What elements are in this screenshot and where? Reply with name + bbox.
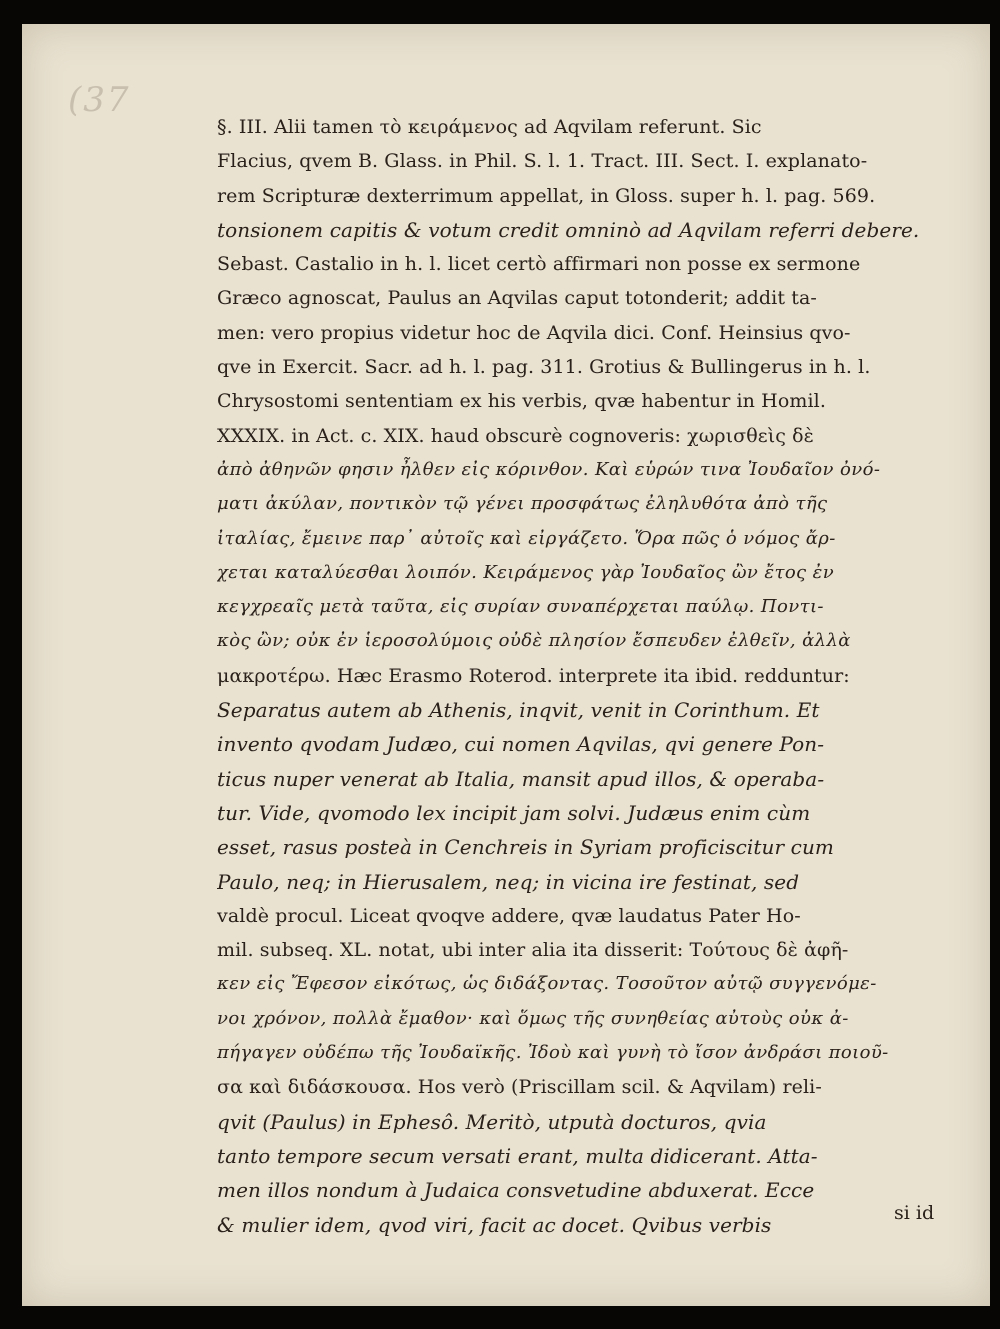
text-line: ticus nuper venerat ab Italia, mansit apud illos, & operaba- [217,766,825,791]
text-line: tur. Vide, qvomodo lex incipit jam solvi. Judæus enim cùm [217,800,811,825]
text-line: ματι ἀκύλαν, ποντικὸν τῷ γένει προσφάτως ἐληλυθότα ἀπὸ τῆς [217,493,828,515]
text-block [217,110,957,1242]
text-line: Chrysostomi sententiam ex his verbis, qvæ habentur in Homil. [217,390,826,413]
catchword: si id [894,1202,935,1224]
manuscript-page [22,24,990,1306]
text-line: qvit (Paulus) in Ephesô. Meritò, utputà docturos, qvia [217,1109,767,1134]
text-line: χεται καταλύεσθαι λοιπόν. Κειράμενος γὰρ Ἰουδαῖος ὢν ἔτος ἐν [217,561,835,583]
text-line: σα καὶ διδάσκουσα. Hos verò (Priscillam scil. & Aqvilam) reli- [217,1076,822,1099]
text-line: νοι χρόνον, πολλὰ ἔμαθον· καὶ ὅμως τῆς συνηθείας αὐτοὺς οὐκ ἀ- [217,1007,849,1029]
text-line: Separatus autem ab Athenis, inqvit, venit in Corinthum. Et [217,698,820,723]
text-line: Paulo, neq; in Hierusalem, neq; in vicina ire festinat, sed [217,869,800,894]
text-line: men illos nondum à Judaica consvetudine abduxerat. Ecce [217,1178,815,1203]
text-line: ἀπὸ ἀθηνῶν φησιν ἦλθεν εἰς κόρινθον. Καὶ εὑρών τινα Ἰουδαῖον ὀνό- [217,458,881,480]
text-line: mil. subseq. XL. notat, ubi inter alia ita disserit: Τούτους δὲ ἀφῆ- [217,939,849,962]
text-line: rem Scripturæ dexterrimum appellat, in Gloss. super h. l. pag. 569. [217,184,876,207]
text-line: κεγχρεαῖς μετὰ ταῦτα, εἰς συρίαν συναπέρχεται παύλῳ. Ποντι- [217,596,824,618]
text-line: XXXIX. in Act. c. XIX. haud obscurè cognoveris: χωρισθεὶς δὲ [217,424,814,447]
text-line: §. III. Alii tamen τὸ κειράμενος ad Aqvilam referunt. Sic [217,116,762,138]
page-number: (37 [68,80,131,120]
text-line: invento qvodam Judæo, cui nomen Aqvilas, qvi genere Pon- [217,732,825,757]
text-line: Flacius, qvem B. Glass. in Phil. S. l. 1. Tract. III. Sect. I. explanato- [217,150,868,173]
text-line: κεν εἰς Ἔφεσον εἰκότως, ὡς διδάξοντας. Τοσοῦτον αὐτῷ συγγενόμε- [217,973,877,995]
text-line: μακροτέρω. Hæc Erasmo Roterod. interprete ita ibid. redduntur: [217,664,850,687]
text-line: men: vero propius videtur hoc de Aqvila dici. Conf. Heinsius qvo- [217,321,851,344]
text-line: tonsionem capitis & votum credit omninò ad Aqvilam referri debere. [217,217,920,242]
text-line: ἰταλίας, ἔμεινε παρ᾽ αὐτοῖς καὶ εἰργάζετο. Ὅρα πῶς ὁ νόμος ἄρ- [217,527,836,549]
text-line: Sebast. Castalio in h. l. licet certò affirmari non posse ex sermone [217,253,861,276]
text-line: qve in Exercit. Sacr. ad h. l. pag. 311. Grotius & Bullingerus in h. l. [217,356,871,379]
text-line: tanto tempore secum versati erant, multa didicerant. Atta- [217,1143,818,1168]
text-line: esset, rasus posteà in Cenchreis in Syriam proficiscitur cum [217,835,834,860]
text-line: πήγαγεν οὐδέπω τῆς Ἰουδαϊκῆς. Ἰδοὺ καὶ γυνὴ τὸ ἴσον ἀνδράσι ποιοῦ- [217,1042,889,1064]
text-line: Græco agnoscat, Paulus an Aqvilas caput totonderit; addit ta- [217,287,817,310]
text-line: & mulier idem, qvod viri, facit ac docet. Qvibus verbis [217,1212,772,1237]
text-line: κὸς ὢν; οὐκ ἐν ἱεροσολύμοις οὐδὲ πλησίον ἔσπευδεν ἐλθεῖν, ἀλλὰ [217,630,851,652]
text-line: valdè procul. Liceat qvoqve addere, qvæ laudatus Pater Ho- [217,904,801,927]
